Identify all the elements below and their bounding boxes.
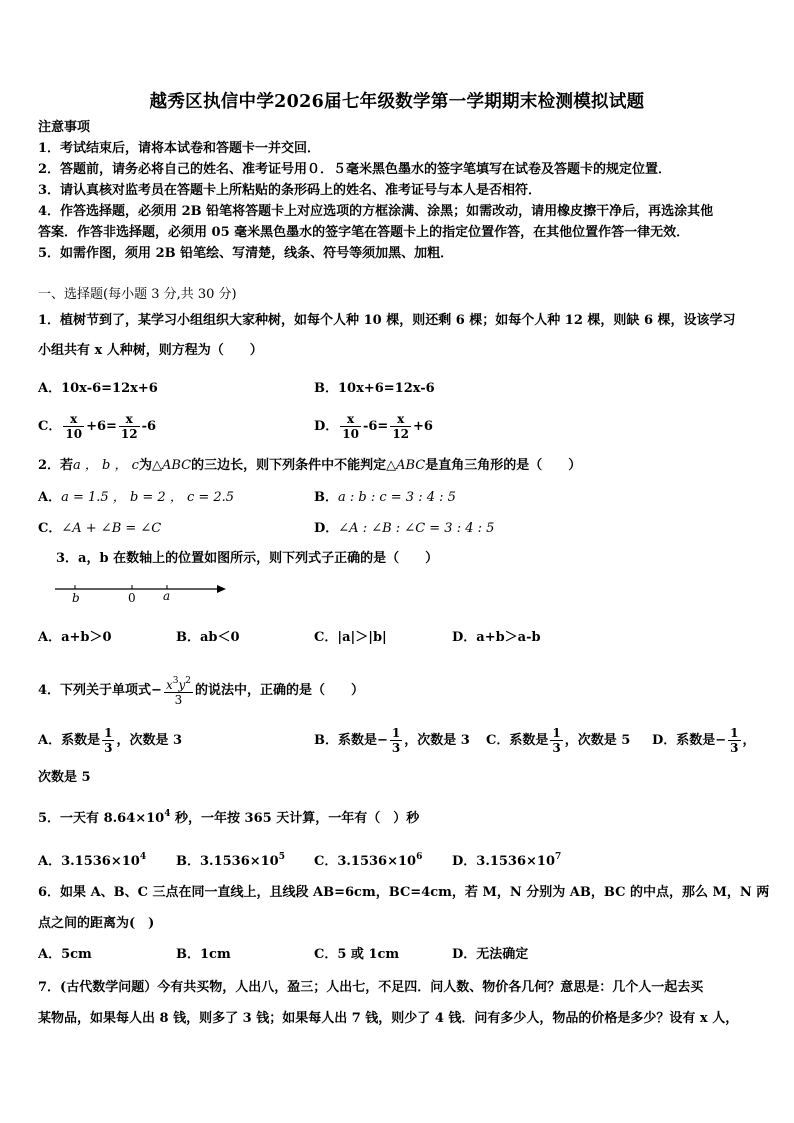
- q6-option-d: D．无法确定: [452, 947, 529, 962]
- q3-option-d: D．a+b＞a-b: [452, 630, 541, 645]
- notice-item: 1．考试结束后，请将本试卷和答题卡一并交回．: [38, 141, 321, 156]
- q5-option-b: B．$3.1536\times 10^5$: [176, 852, 285, 869]
- label-a: a: [163, 589, 171, 603]
- notice-heading: 注意事项: [38, 120, 91, 135]
- q5-option-d: D．$3.1536\times 10^7$: [452, 852, 562, 869]
- q5-option-c: C．$3.1536\times 10^6$: [314, 852, 423, 869]
- q4-option-a: A．系数是 $\frac{1}{3}$ ，次数是 3: [38, 726, 183, 755]
- question-4-stem: 4．下列关于单项式− $\frac{x^3y^2}{3}$ 的说法中，正确的是（ ）: [38, 676, 364, 707]
- question-2-stem: 2．若a ， b ， c为△ABC的三边长，则下列条件中不能判定△ABC是直角三角形的是（ ）: [38, 458, 582, 473]
- q4-option-b: B．系数是− $\frac{1}{3}$ ，次数是 3: [314, 726, 470, 755]
- question-7-line1: 7．(古代数学问题）今有共买物，人出八，盈三；人出七，不足四．问人数、物价各几何？意思是：几个人一起去买: [38, 980, 704, 995]
- q4-option-d-continued: 次数是 5: [38, 770, 91, 785]
- q1-option-b: B．10x+6=12x-6: [314, 381, 435, 396]
- q4-option-d: D．系数是− $\frac{1}{3}$ ，: [652, 726, 756, 755]
- page-title: 越秀区执信中学2026届七年级数学第一学期期末检测模拟试题: [149, 92, 645, 112]
- q1-option-a: A．10x-6=12x+6: [38, 381, 158, 396]
- notice-item: 5．如需作图，须用 2B 铅笔绘、写清楚，线条、符号等须加黑、加粗．: [38, 246, 454, 261]
- question-5-stem: 5．一天有 $8.64\times 10^4$ 秒，一年按 365 天计算，一年有（ ）秒: [38, 809, 420, 826]
- question-7-line2: 某物品，如果每人出 8 钱，则多了 3 钱；如果每人出 7 钱，则少了 4 钱．问有多少人，物品的价格是多少？设有 x 人，: [38, 1011, 739, 1026]
- q2-option-a: A．a = 1.5 ， b = 2 ， c = 2.5: [38, 490, 235, 505]
- number-line-figure: [50, 580, 232, 608]
- question-3-stem: 3．a，b 在数轴上的位置如图所示，则下列式子正确的是（ ）: [56, 551, 439, 566]
- q3-option-b: B．ab＜0: [176, 630, 240, 645]
- q2-option-b: B．a : b : c = 3 : 4 : 5: [314, 490, 456, 505]
- question-6-line1: 6．如果 A、B、C 三点在同一直线上，且线段 AB=6cm，BC=4cm，若 M，N 分别为 AB，BC 的中点，那么 M，N 两: [38, 885, 770, 900]
- notice-item: 答案．作答非选择题，必须用 05 毫米黑色墨水的签字笔在答题卡上的指定位置作答，在其他位置作答一律无效．: [38, 225, 690, 240]
- q1-option-c: C． $\frac{x}{10}$ +6= $\frac{x}{12}$ -6: [38, 412, 157, 441]
- notice-item: 3．请认真核对监考员在答题卡上所粘贴的条形码上的姓名、准考证号与本人是否相符．: [38, 183, 542, 198]
- section-heading: 一、选择题(每小题 3 分,共 30 分): [38, 287, 237, 302]
- label-0: 0: [128, 591, 136, 605]
- q3-option-c: C．|a|＞|b|: [314, 630, 387, 645]
- q5-option-a: A．$3.1536\times 10^4$: [38, 852, 147, 869]
- q6-option-b: B．1cm: [176, 947, 231, 962]
- q2-option-d: D．∠A : ∠B : ∠C = 3 : 4 : 5: [314, 521, 495, 536]
- question-1-line1: 1．植树节到了，某学习小组组织大家种树，如每个人种 10 棵，则还剩 6 棵；如每个人种 12 棵，则缺 6 棵，设该学习: [38, 313, 736, 328]
- notice-item: 2．答题前，请务必将自己的姓名、准考证号用０．５毫米黑色墨水的签字笔填写在试卷及答题卡的规定位置．: [38, 162, 672, 177]
- question-1-line2: 小组共有 x 人种树，则方程为（ ）: [38, 343, 263, 358]
- arrow-head-icon: [217, 585, 226, 593]
- q1-option-d: D． $\frac{x}{10}$ -6= $\frac{x}{12}$ +6: [314, 412, 433, 441]
- notice-item: 4．作答选择题，必须用 2B 铅笔将答题卡上对应选项的方框涂满、涂黑；如需改动，请用橡皮擦干净后，再选涂其他: [38, 204, 714, 219]
- q4-option-c: C．系数是 $\frac{1}{3}$ ，次数是 5: [486, 726, 631, 755]
- q3-option-a: A．a+b＞0: [38, 630, 112, 645]
- question-6-line2: 点之间的距离为( ): [38, 916, 155, 931]
- q2-option-c: C．∠A + ∠B = ∠C: [38, 521, 162, 536]
- q6-option-c: C．5 或 1cm: [314, 947, 400, 962]
- q6-option-a: A．5cm: [38, 947, 92, 962]
- label-b: b: [72, 591, 80, 605]
